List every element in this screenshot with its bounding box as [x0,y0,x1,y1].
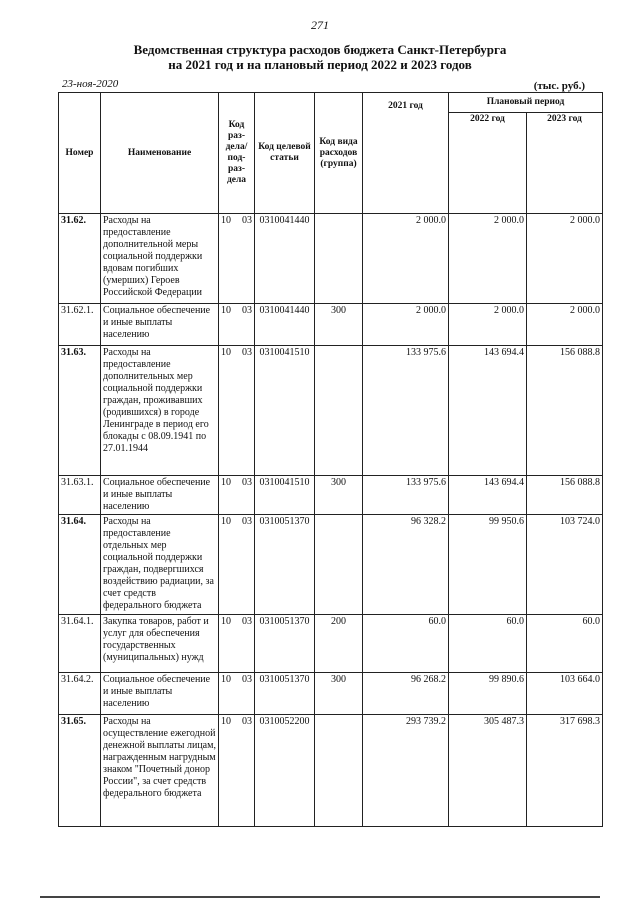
row-value-2022: 2 000.0 [449,304,527,346]
row-razdel [219,673,255,715]
row-celevaya-statya: 0310051370 [255,673,315,715]
row-value-2021: 96 328.2 [363,515,449,615]
row-razdel-code: 10 [221,305,231,316]
row-value-2023: 60.0 [527,615,603,673]
row-razdel-code: 10 [221,516,231,527]
row-name: Социальное обеспечение и иные выплаты населению [101,304,219,346]
row-number: 31.62.1. [59,304,101,346]
row-value-2022: 99 950.6 [449,515,527,615]
row-name: Социальное обеспечение и иные выплаты населению [101,476,219,515]
row-celevaya-statya: 0310041440 [255,214,315,304]
title-line-2: на 2021 год и на плановый период 2022 и 2023 годов [168,57,472,72]
row-vid-rashodov: 200 [315,615,363,673]
table-row [59,304,603,346]
row-podrazdel-code: 03 [242,477,252,488]
row-vid-rashodov [315,515,363,615]
row-razdel-code: 10 [221,347,231,358]
row-number: 31.64.2. [59,673,101,715]
row-value-2021: 293 739.2 [363,715,449,827]
header-planned-period: Плановый период [449,93,603,113]
row-number: 31.62. [59,214,101,304]
row-podrazdel-code: 03 [242,305,252,316]
row-value-2023: 156 088.8 [527,346,603,476]
unit-label: (тыс. руб.) [533,80,585,92]
row-podrazdel-code: 03 [242,616,252,627]
row-podrazdel-code: 03 [242,516,252,527]
row-razdel-code: 10 [221,215,231,226]
header-2023: 2023 год [527,113,603,214]
table-row [59,615,603,673]
table-row [59,346,603,476]
row-razdel [219,615,255,673]
row-razdel-code: 10 [221,477,231,488]
row-vid-rashodov [315,346,363,476]
row-value-2023: 2 000.0 [527,304,603,346]
page-number: 271 [311,18,329,32]
row-value-2022: 60.0 [449,615,527,673]
budget-table [58,92,603,827]
row-value-2022: 143 694.4 [449,346,527,476]
row-vid-rashodov [315,214,363,304]
row-number: 31.64.1. [59,615,101,673]
header-nomer: Номер [59,93,101,214]
row-razdel [219,346,255,476]
row-value-2021: 2 000.0 [363,304,449,346]
row-vid-rashodov: 300 [315,673,363,715]
row-value-2022: 305 487.3 [449,715,527,827]
table-row [59,715,603,827]
header-2022: 2022 год [449,113,527,214]
row-number: 31.64. [59,515,101,615]
row-value-2023: 317 698.3 [527,715,603,827]
header-kod-celevoy: Код целевой статьи [255,93,315,214]
row-value-2021: 60.0 [363,615,449,673]
row-value-2023: 103 664.0 [527,673,603,715]
row-podrazdel-code: 03 [242,674,252,685]
row-celevaya-statya: 0310041510 [255,346,315,476]
row-razdel [219,214,255,304]
row-razdel [219,515,255,615]
row-value-2021: 133 975.6 [363,346,449,476]
table-row [59,214,603,304]
row-name: Расходы на предоставление дополнительных мер социальной поддержки граждан, проживавших (родившихся) в городе Ленинграде в период его блокады с 08.09.1941 по 27.01.1944 [101,346,219,476]
row-value-2021: 133 975.6 [363,476,449,515]
row-name: Расходы на осуществление ежегодной денежной выплаты лицам, награжденным нагрудным знаком "Почетный донор России", за счет средств федерального бюджета [101,715,219,827]
row-celevaya-statya: 0310041440 [255,304,315,346]
row-value-2023: 156 088.8 [527,476,603,515]
header-kod-vida: Код вида расходов (группа) [315,93,363,214]
row-razdel [219,476,255,515]
table-row [59,673,603,715]
row-podrazdel-code: 03 [242,716,252,727]
title-line-1: Ведомственная структура расходов бюджета Санкт-Петербурга [133,42,507,57]
row-name: Социальное обеспечение и иные выплаты населению [101,673,219,715]
row-vid-rashodov: 300 [315,476,363,515]
row-number: 31.63.1. [59,476,101,515]
document-date: 23-ноя-2020 [62,78,119,90]
row-celevaya-statya: 0310051370 [255,615,315,673]
row-value-2022: 143 694.4 [449,476,527,515]
row-value-2021: 96 268.2 [363,673,449,715]
row-vid-rashodov [315,715,363,827]
row-value-2022: 2 000.0 [449,214,527,304]
row-vid-rashodov: 300 [315,304,363,346]
row-name: Закупка товаров, работ и услуг для обеспечения государственных (муниципальных) нужд [101,615,219,673]
row-celevaya-statya: 0310052200 [255,715,315,827]
row-razdel-code: 10 [221,616,231,627]
row-value-2023: 103 724.0 [527,515,603,615]
row-podrazdel-code: 03 [242,347,252,358]
row-number: 31.63. [59,346,101,476]
document-title [0,42,640,72]
header-name: Наименование [101,93,219,214]
header-kod-razdela: Код раз- дела/ под- раз- дела [219,93,255,214]
table-row [59,476,603,515]
header-2021: 2021 год [363,93,449,214]
row-razdel [219,304,255,346]
row-number: 31.65. [59,715,101,827]
row-value-2021: 2 000.0 [363,214,449,304]
row-name: Расходы на предоставление дополнительной меры социальной поддержки вдовам погибших (умерших) Героев Российской Федерации [101,214,219,304]
row-value-2022: 99 890.6 [449,673,527,715]
row-razdel-code: 10 [221,674,231,685]
table-row [59,515,603,615]
row-value-2023: 2 000.0 [527,214,603,304]
row-celevaya-statya: 0310051370 [255,515,315,615]
row-razdel [219,715,255,827]
footer-rule [40,896,600,898]
row-podrazdel-code: 03 [242,215,252,226]
row-name: Расходы на предоставление отдельных мер социальной поддержки граждан, подвергшихся воздействию радиации, за счет средств федерального бюджета [101,515,219,615]
row-razdel-code: 10 [221,716,231,727]
row-celevaya-statya: 0310041510 [255,476,315,515]
